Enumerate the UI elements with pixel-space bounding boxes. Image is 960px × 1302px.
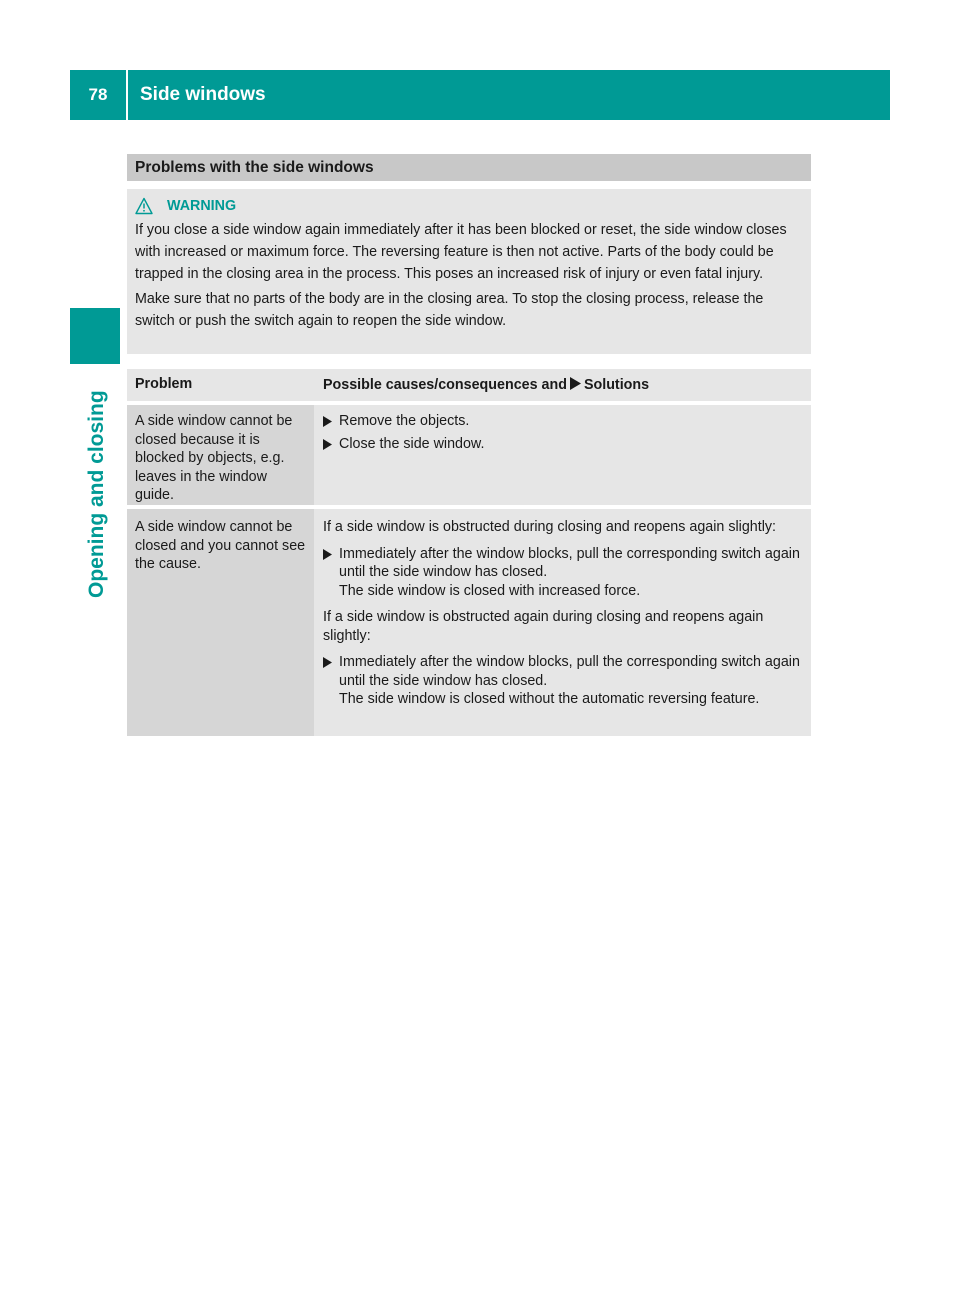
warning-box <box>127 189 811 354</box>
chapter-label: Opening and closing <box>85 390 108 598</box>
solution-step <box>323 545 803 601</box>
section-heading: Problems with the side windows <box>127 154 811 181</box>
header-problem: Problem <box>127 369 314 401</box>
problem-cell: A side window cannot be closed because it is blocked by objects, e.g. leaves in the window guide. <box>127 405 314 505</box>
warning-triangle-icon <box>135 197 153 215</box>
step-result: The side window is closed with increased force. <box>339 582 641 599</box>
page-header <box>70 70 890 120</box>
header-solutions-label: Solutions <box>583 377 650 393</box>
chapter-tab-marker <box>70 308 120 364</box>
warning-header <box>135 195 803 217</box>
step-text: Immediately after the window blocks, pull the corresponding switch again until the side window has closed. <box>339 654 800 689</box>
header-divider <box>126 70 128 120</box>
arrow-right-icon <box>323 412 339 431</box>
warning-text: If you close a side window again immediately after it has been blocked or reset, the side window closes with increased or maximum force. The reversing feature is then not active. Parts of the body could be trapped in the closing area in the process. This poses an increased risk of injury or even fatal injury. <box>135 222 787 282</box>
warning-instruction: Make sure that no parts of the body are in the closing area. To stop the closing process, release the switch or push the switch again to reopen the side window. <box>135 291 764 329</box>
table-row <box>127 509 811 736</box>
step-result: The side window is closed without the automatic reversing feature. <box>339 691 760 707</box>
step-text: Close the side window. <box>339 435 485 452</box>
page-number: 78 <box>88 85 108 104</box>
cause-text: If a side window is obstructed during closing and reopens again slightly: <box>323 519 776 535</box>
step-text: Immediately after the window blocks, pull the corresponding switch again until the side window has closed. <box>339 545 800 580</box>
step-text: Remove the objects. <box>339 413 470 429</box>
arrow-right-icon <box>323 435 339 454</box>
solution-step <box>323 435 803 454</box>
warning-label: WARNING <box>167 198 237 214</box>
solution-cell <box>314 405 811 505</box>
problem-cell: A side window cannot be closed and you cannot see the cause. <box>127 509 314 736</box>
solution-step <box>323 412 803 431</box>
solution-step <box>323 653 803 709</box>
problem-table <box>127 369 811 736</box>
arrow-right-icon <box>323 653 339 709</box>
page-title: Side windows <box>140 84 266 105</box>
table-header-row <box>127 369 811 401</box>
header-solutions <box>314 369 811 401</box>
cause-text: If a side window is obstructed again during closing and reopens again slightly: <box>323 609 764 644</box>
header-causes-label: Possible causes/consequences and <box>323 377 567 393</box>
arrow-right-icon <box>570 377 581 394</box>
arrow-right-icon <box>323 545 339 601</box>
solution-cell <box>314 509 811 736</box>
table-row <box>127 405 811 505</box>
